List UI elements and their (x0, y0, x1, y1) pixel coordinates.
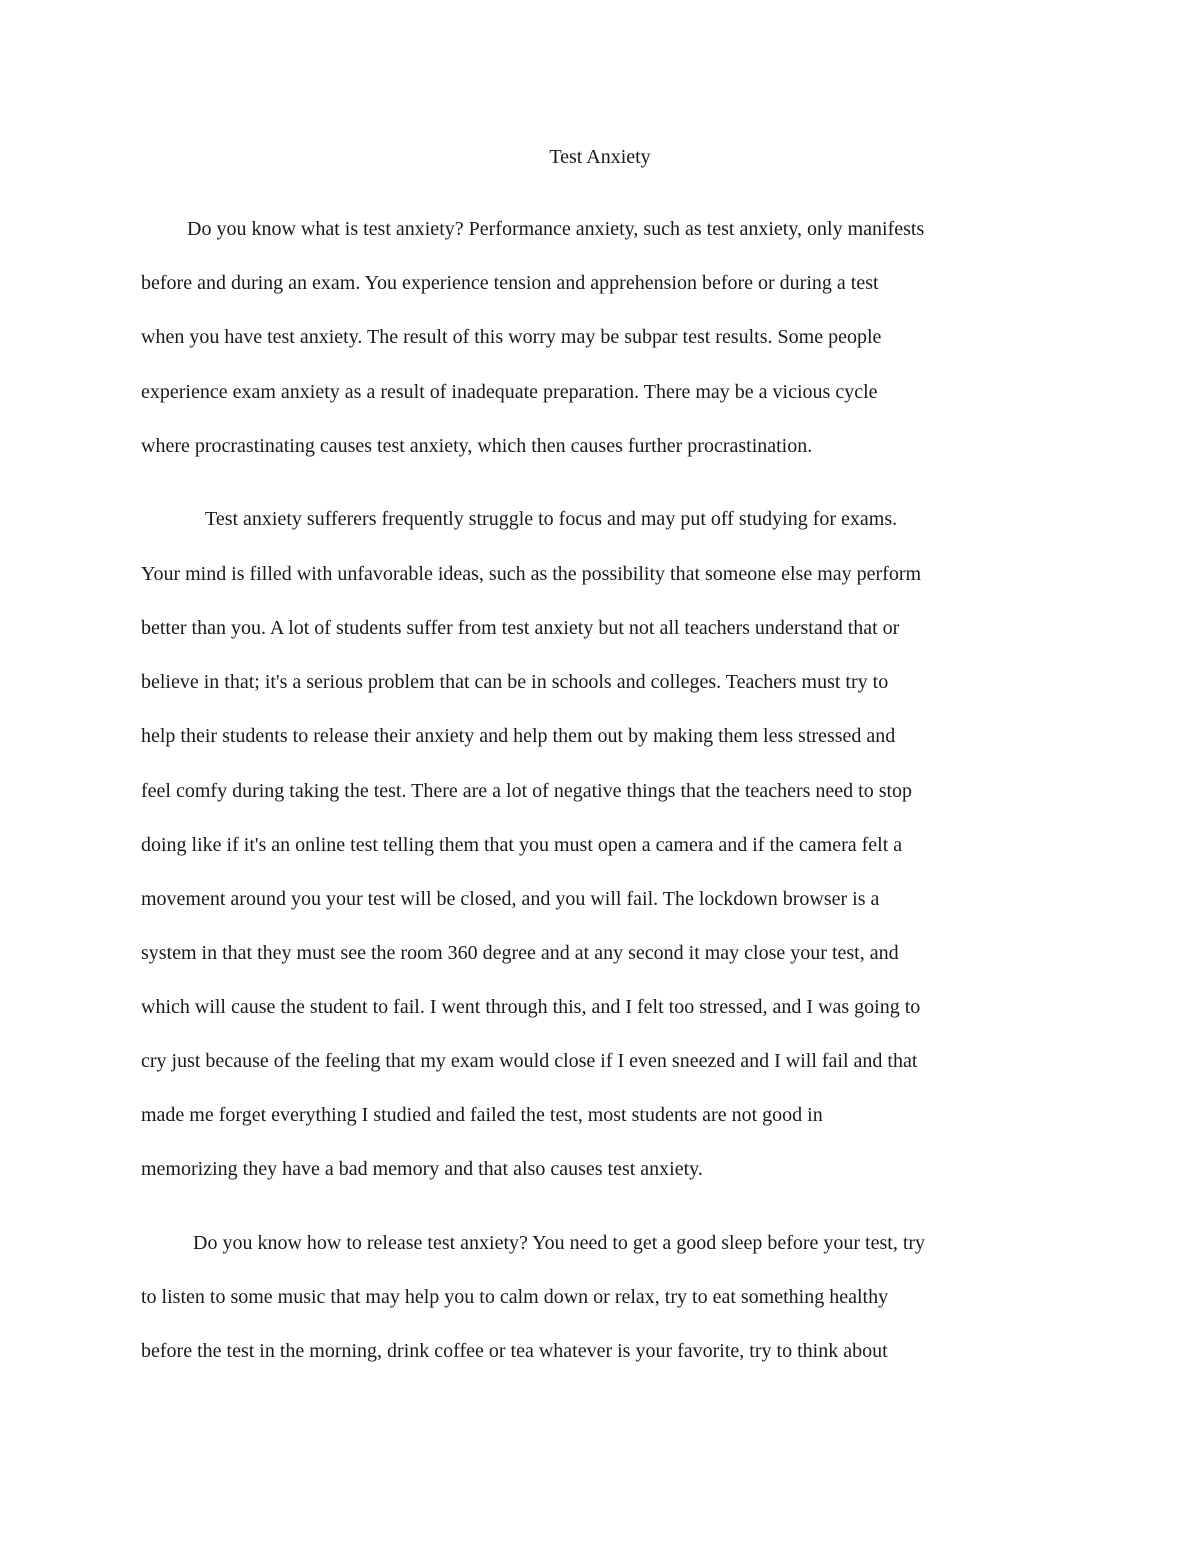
paragraph-line: doing like if it's an online test telling them that you must open a camera and if the camera felt a (141, 834, 903, 856)
paragraph-line: to listen to some music that may help you to calm down or relax, try to eat something healthy (141, 1286, 889, 1308)
paragraph-line: before and during an exam. You experience tension and apprehension before or during a test (141, 272, 879, 294)
paragraph-line: believe in that; it's a serious problem that can be in schools and colleges. Teachers must try to (141, 671, 889, 693)
paragraph-line: Do you know how to release test anxiety? You need to get a good sleep before your test, try (193, 1232, 926, 1254)
paragraph-line: cry just because of the feeling that my exam would close if I even sneezed and I will fail and that (141, 1050, 918, 1072)
paragraph-line: when you have test anxiety. The result of this worry may be subpar test results. Some people (141, 326, 882, 348)
paragraph-line: Test anxiety sufferers frequently struggle to focus and may put off studying for exams. (205, 508, 898, 530)
paragraph-line: memorizing they have a bad memory and that also causes test anxiety. (141, 1158, 703, 1180)
paragraph-line: before the test in the morning, drink coffee or tea whatever is your favorite, try to think about (141, 1340, 888, 1362)
paragraph-line: help their students to release their anxiety and help them out by making them less stressed and (141, 725, 896, 747)
paragraph-line: better than you. A lot of students suffer from test anxiety but not all teachers understand that or (141, 617, 900, 639)
paragraph-line: feel comfy during taking the test. There are a lot of negative things that the teachers need to stop (141, 780, 913, 802)
paragraph-line: movement around you your test will be closed, and you will fail. The lockdown browser is a (141, 888, 880, 910)
paragraph-line: experience exam anxiety as a result of inadequate preparation. There may be a vicious cycle (141, 381, 878, 403)
paragraph-line: where procrastinating causes test anxiety, which then causes further procrastination. (141, 435, 813, 457)
paragraph-line: Your mind is filled with unfavorable ideas, such as the possibility that someone else may perform (141, 563, 922, 585)
paragraph-line: which will cause the student to fail. I went through this, and I felt too stressed, and I was going to (141, 996, 921, 1018)
paragraph-line: Do you know what is test anxiety? Performance anxiety, such as test anxiety, only manifests (187, 218, 925, 240)
paragraph-line: made me forget everything I studied and failed the test, most students are not good in (141, 1104, 823, 1126)
paragraph-line: system in that they must see the room 360 degree and at any second it may close your test, and (141, 942, 899, 964)
document-title: Test Anxiety (549, 146, 651, 168)
